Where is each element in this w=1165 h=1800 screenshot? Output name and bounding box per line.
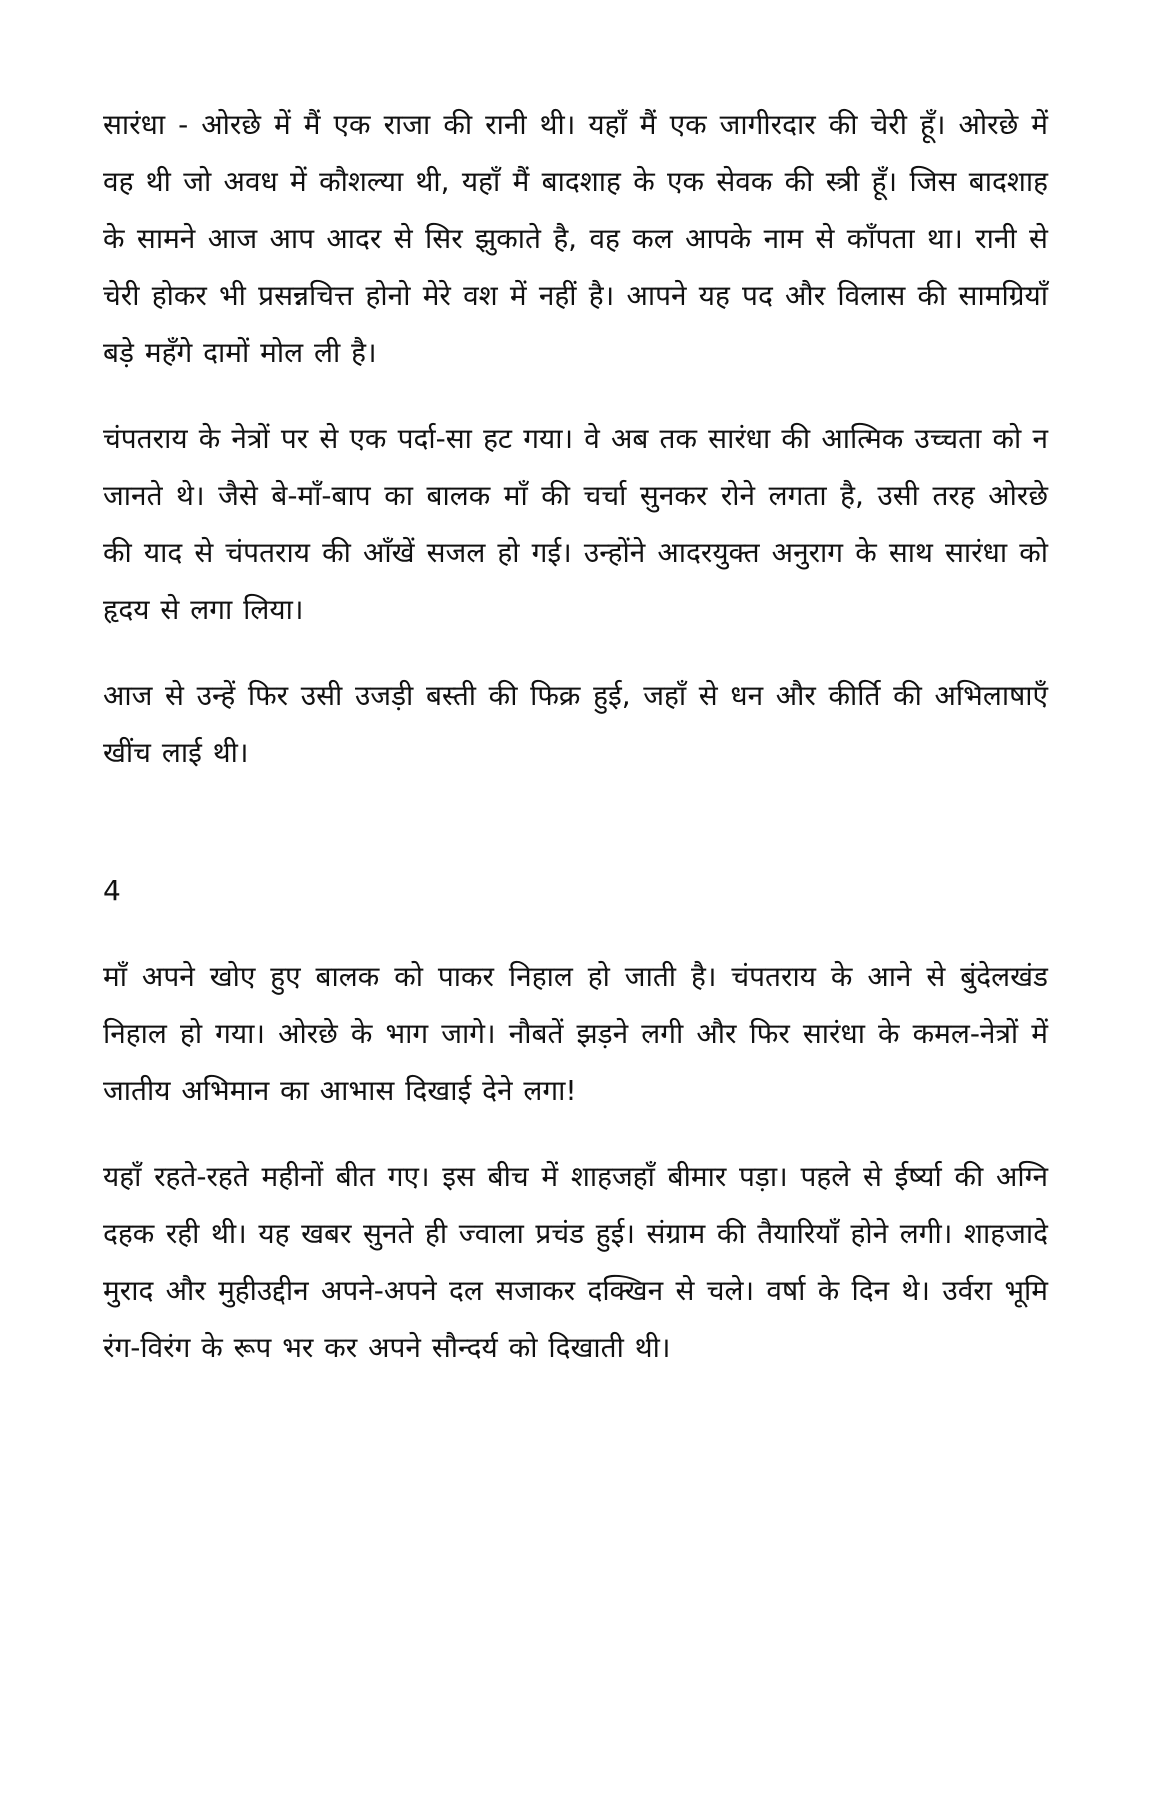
document-body bbox=[103, 96, 1048, 1376]
paragraph-orchha-concern: आज से उन्हें फिर उसी उजड़ी बस्ती की फिक्र हुई, जहाँ से धन और कीर्ति की अभिलाषाएँ खींच लाई थी। bbox=[103, 679, 1048, 769]
paragraph-shahjahan-illness: यहाँ रहते-रहते महीनों बीत गए। इस बीच में शाहजहाँ बीमार पड़ा। पहले से ईर्ष्या की अग्नि दहक रही थी। यह खबर सुनते ही ज्वाला प्रचंड हुई। संग्राम की तैयारियाँ होने लगी। शाहजादे मुराद और मुहीउद्दीन अपने-अपने दल सजाकर दक्खिन से चले। वर्षा के दिन थे। उर्वरा भूमि रंग-विरंग के रूप भर कर अपने सौन्दर्य को दिखाती थी। bbox=[103, 1160, 1048, 1364]
paragraph-champatrai-realization: चंपतराय के नेत्रों पर से एक पर्दा-सा हट गया। वे अब तक सारंधा की आत्मिक उच्चता को न जानते थे। जैसे बे-माँ-बाप का बालक माँ की चर्चा सुनकर रोने लगता है, उसी तरह ओरछे की याद से चंपतराय की आँखें सजल हो गई। उन्होंने आदरयुक्त अनुराग के साथ सारंधा को हृदय से लगा लिया। bbox=[103, 422, 1048, 626]
section-number: 4 bbox=[103, 874, 121, 907]
paragraph-bundelkhand-rejoice: माँ अपने खोए हुए बालक को पाकर निहाल हो जाती है। चंपतराय के आने से बुंदेलखंड निहाल हो गया। ओरछे के भाग जागे। नौबतें झड़ने लगी और फिर सारंधा के कमल-नेत्रों में जातीय अभिमान का आभास दिखाई देने लगा! bbox=[103, 960, 1048, 1107]
paragraph-saarandha-speech: सारंधा - ओरछे में मैं एक राजा की रानी थी। यहाँ मैं एक जागीरदार की चेरी हूँ। ओरछे में वह थी जो अवध में कौशल्या थी, यहाँ मैं बादशाह के एक सेवक की स्त्री हूँ। जिस बादशाह के सामने आज आप आदर से सिर झुकाते है, वह कल आपके नाम से काँपता था। रानी से चेरी होकर भी प्रसन्नचित्त होनो मेरे वश में नहीं है। आपने यह पद और विलास की सामग्रियाँ बड़े महँगे दामों मोल ली है। bbox=[103, 108, 1048, 369]
